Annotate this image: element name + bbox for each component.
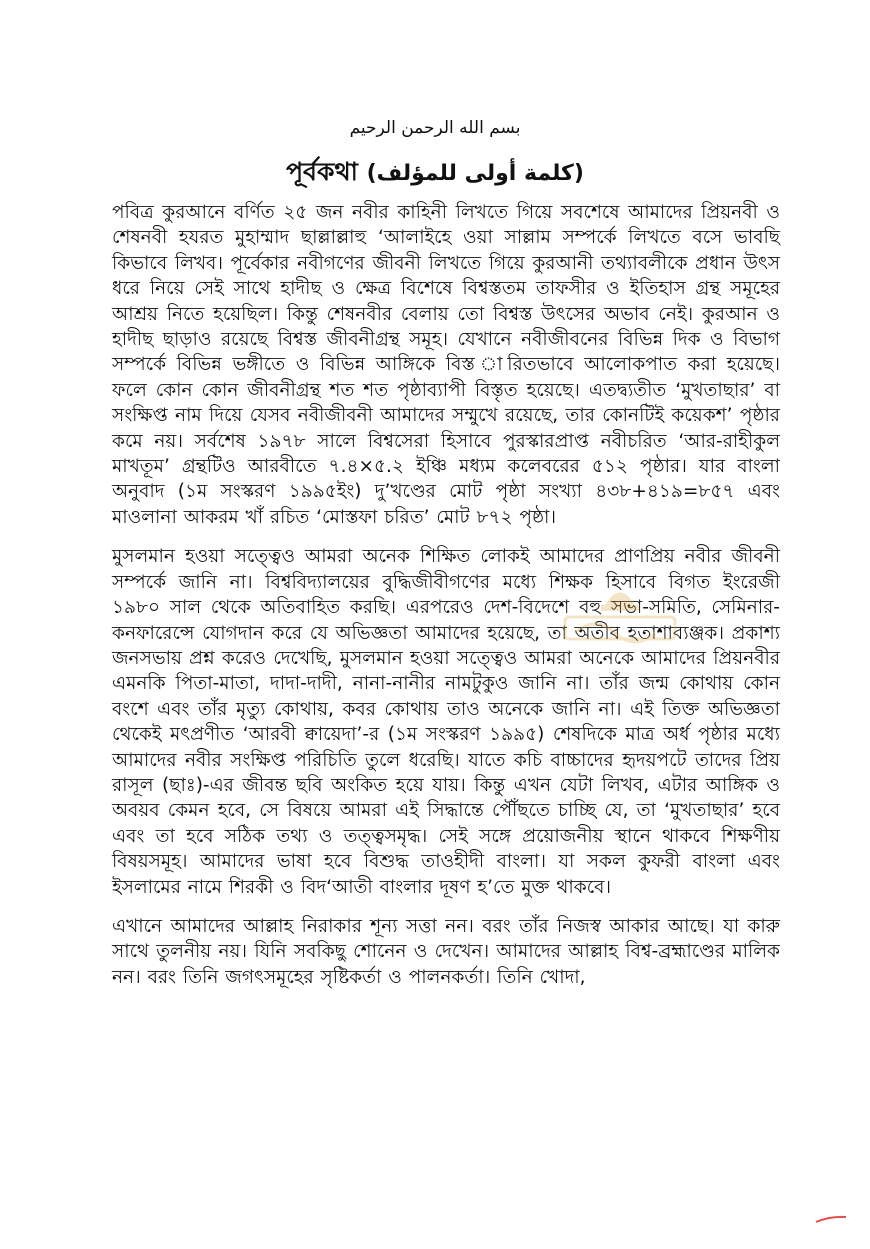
title-bengali: পূর্বকথা xyxy=(286,157,358,186)
basmala: بسم الله الرحمن الرحيم xyxy=(349,118,521,138)
paragraph-3: এখানে আমাদের আল্লাহ নিরাকার শূন্য সত্তা নন। বরং তাঁর নিজস্ব আকার আছে। যা কারু সাথে তুলনীয় নয়। যিনি সবকিছু শোনেন ও দেখেন। আমাদের আল্লাহ বিশ্ব-ব্রহ্মাণ্ডের মালিক নন। বরং তিনি জগৎসমূহের সৃষ্টিকর্তা ও পালনকর্তা। তিনি খোদা, xyxy=(112,915,780,988)
paragraph-2: মুসলমান হওয়া সত্ত্বেও আমরা অনেক শিক্ষিত লোকই আমাদের প্রাণপ্রিয় নবীর জীবনী সম্পর্কে জানি না। বিশ্ববিদ্যালয়ের বুদ্ধিজীবীগণের মধ্যে শিক্ষক হিসাবে বিগত ইংরেজী ১৯৮০ সাল থেকে অতিবাহিত করছি। এরপরেও দেশ-বিদেশে বহু সভা-সমিতি, সেমিনার-কনফারেন্সে যোগদান করে যে অভিজ্ঞতা আমাদের হয়েছে, তা অতীব হতাশাব্যঞ্জক। প্রকাশ্য জনসভায় প্রশ্ন করেও দেখেছি, মুসলমান হওয়া সত্ত্বেও আমরা অনেকে আমাদের প্রিয়নবীর এমনকি পিতা-মাতা, দাদা-দাদী, নানা-নানীর নামটুকুও জানি না। তাঁর জন্ম কোথায় কোন বংশে এবং তাঁর মৃত্যু কোথায়, কবর কোথায় তাও অনেকে জানি না। এই তিক্ত অভিজ্ঞতা থেকেই মৎপ্রণীত ‘আরবী ক্বায়েদা’-র (১ম সংস্করণ ১৯৯৫) শেষদিকে মাত্র অর্ধ পৃষ্ঠার মধ্যে আমাদের নবীর সংক্ষিপ্ত পরিচিতি তুলে ধরেছি। যাতে কচি বাচ্চাদের হৃদয়পটে তাদের প্রিয় রাসূল (ছাঃ)-এর জীবন্ত ছবি অংকিত হয়ে যায়। কিন্তু এখন যেটা লিখব, এটার আঙ্গিক ও অবয়ব কেমন হবে, সে বিষয়ে আমরা এই সিদ্ধান্তে পৌঁছতে চাচ্ছি যে, তা ‘মুখতাছার’ হবে এবং তা হবে সঠিক তথ্য ও তত্ত্বসমৃদ্ধ। সেই সঙ্গে প্রয়োজনীয় স্থানে থাকবে শিক্ষণীয় বিষয়সমূহ। আমাদের ভাষা হবে বিশুদ্ধ তাওহীদী বাংলা। যা সকল কুফরী বাংলা এবং ইসলামের নামে শিরকী ও বিদ‘আতী বাংলার দূষণ হ’তে মুক্ত থাকবে। xyxy=(112,546,780,898)
title-arabic: (كلمة أولى للمؤلف) xyxy=(366,161,584,186)
page-title xyxy=(0,152,870,195)
body-text xyxy=(112,200,780,1004)
corner-mark-icon xyxy=(814,1215,848,1223)
paragraph-1: পবিত্র কুরআনে বর্ণিত ২৫ জন নবীর কাহিনী লিখতে গিয়ে সবশেষে আমাদের প্রিয়নবী ও শেষনবী হযরত মুহাম্মাদ ছাল্লাল্লাহু ‘আলাইহে ওয়া সাল্লাম সম্পর্কে লিখতে বসে ভাবছি কিভাবে লিখব। পূর্বেকার নবীগণের জীবনী লিখতে গিয়ে কুরআনী তথ্যাবলীকে প্রধান উৎস ধরে নিয়ে সেই সাথে হাদীছ ও ক্ষেত্র বিশেষে বিশ্বস্ততম তাফসীর ও ইতিহাস গ্রন্থ সমূহের আশ্রয় নিতে হয়েছিল। কিন্তু শেষনবীর বেলায় তো বিশ্বস্ত উৎসের অভাব নেই। কুরআন ও হাদীছ ছাড়াও রয়েছে বিশ্বস্ত জীবনীগ্রন্থ সমূহ। যেখানে নবীজীবনের বিভিন্ন দিক ও বিভাগ সম্পর্কে বিভিন্ন ভঙ্গীতে ও বিভিন্ন আঙ্গিকে বিস্ত ারিতভাবে আলোকপাত করা হয়েছে। ফলে কোন কোন জীবনীগ্রন্থ শত শত পৃষ্ঠাব্যাপী বিস্তৃত হয়েছে। এতদ্ব্যতীত ‘মুখতাছার’ বা সংক্ষিপ্ত নাম দিয়ে যেসব নবীজীবনী আমাদের সম্মুখে রয়েছে, তার কোনটিই কয়েকশ’ পৃষ্ঠার কমে নয়। সর্বশেষ ১৯৭৮ সালে বিশ্বসেরা হিসাবে পুরস্কারপ্রাপ্ত নবীচরিত ‘আর-রাহীকুল মাখতূম’ গ্রন্থটিও আরবীতে ৭.৪×৫.২ ইঞ্চি মধ্যম কলেবরের ৫১২ পৃষ্ঠার। যার বাংলা অনুবাদ (১ম সংস্করণ ১৯৯৫ইং) দু’খণ্ডের মোট পৃষ্ঠা সংখ্যা ৪৩৮+৪১৯=৮৫৭ এবং মাওলানা আকরম খাঁ রচিত ‘মোস্তফা চরিত’ মোট ৮৭২ পৃষ্ঠা। xyxy=(112,202,780,528)
